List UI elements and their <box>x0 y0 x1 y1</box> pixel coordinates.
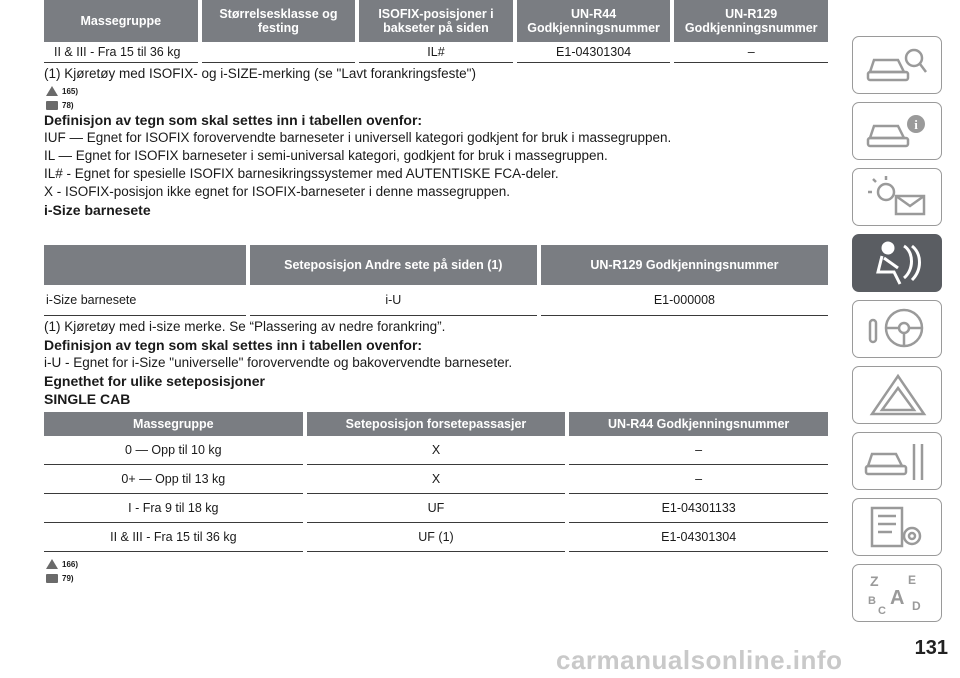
chapter-tab-warning-lights[interactable] <box>852 168 942 226</box>
header-seat-position: Seteposisjon Andre sete på siden (1) <box>250 245 537 285</box>
isize-heading: i-Size barnesete <box>44 202 151 218</box>
header-un-r129: UN-R129 Godkjenningsnummer <box>674 0 828 42</box>
seat-suitability-table <box>40 412 832 552</box>
cell-weight: 0+ — Opp til 13 kg <box>44 465 303 494</box>
chapter-sidebar <box>852 36 946 630</box>
chapter-tab-driving[interactable] <box>852 300 942 358</box>
svg-text:C: C <box>878 605 886 616</box>
cell-r44: E1-04301133 <box>569 494 828 523</box>
cell-seat-type: i-Size barnesete <box>44 285 246 316</box>
definition-line: i-U - Egnet for i-Size "universelle" forovervendte og bakovervendte barneseter. <box>44 355 513 370</box>
isofix-table <box>40 0 832 63</box>
cell-r44: E1-04301304 <box>517 42 671 63</box>
table-row <box>44 436 828 465</box>
book-icon <box>46 574 58 583</box>
cell-position: UF (1) <box>307 523 566 552</box>
svg-text:D: D <box>912 599 921 613</box>
warning-triangle-icon <box>46 559 58 569</box>
cell-weight: II & III - Fra 15 til 36 kg <box>44 42 198 63</box>
warning-ref[interactable]: 166) <box>46 558 828 570</box>
warning-ref[interactable]: 165) <box>46 85 828 97</box>
footnote-isize: (1) Kjøretøy med i-size merke. Se “Plassering av nedre forankring”. <box>44 319 446 334</box>
book-icon <box>46 101 58 110</box>
cell-position: IL# <box>359 42 513 63</box>
table-row <box>44 494 828 523</box>
cell-r129: E1-000008 <box>541 285 828 316</box>
header-isofix-positions: ISOFIX-posisjoner i bakseter på siden <box>359 0 513 42</box>
chapter-tab-index[interactable] <box>852 564 942 622</box>
table-row <box>44 285 828 316</box>
page-number: 131 <box>914 637 948 659</box>
cell-weight: II & III - Fra 15 til 36 kg <box>44 523 303 552</box>
cell-r44: – <box>569 436 828 465</box>
cell-position: UF <box>307 494 566 523</box>
header-size-class: Størrelsesklasse og festing <box>202 0 356 42</box>
cell-position: X <box>307 436 566 465</box>
chapter-tab-car-info[interactable] <box>852 102 942 160</box>
note-ref[interactable]: 79) <box>46 572 828 584</box>
checklist-gear-icon <box>864 504 930 550</box>
chapter-tab-maintenance[interactable] <box>852 432 942 490</box>
svg-text:B: B <box>868 595 876 607</box>
svg-text:A: A <box>890 587 905 609</box>
cell-position: X <box>307 465 566 494</box>
definition-line: IL — Egnet for ISOFIX barneseter i semi-universal kategori, godkjent for bruk i massegruppen. <box>44 148 608 163</box>
cell-position: i-U <box>250 285 537 316</box>
chapter-tab-car-search[interactable] <box>852 36 942 94</box>
table-row <box>44 42 828 63</box>
chapter-tab-emergency[interactable] <box>852 366 942 424</box>
cell-r44: – <box>569 465 828 494</box>
car-search-icon <box>864 42 930 88</box>
header-front-seat: Seteposisjon forsetepassasjer <box>307 412 566 436</box>
chapter-tab-technical-data[interactable] <box>852 498 942 556</box>
table-row <box>44 523 828 552</box>
header-massegruppe: Massegruppe <box>44 412 303 436</box>
isize-table <box>40 245 832 316</box>
note-ref[interactable]: 78) <box>46 99 828 111</box>
car-info-icon <box>864 108 930 154</box>
manual-page-content <box>44 0 828 584</box>
footnote-isofix: (1) Kjøretøy med ISOFIX- og i-SIZE-merking (se "Lavt forankringsfeste") <box>44 66 476 81</box>
header-blank <box>44 245 246 285</box>
definition-heading: Definisjon av tegn som skal settes inn i tabellen ovenfor: <box>44 337 423 353</box>
svg-text:E: E <box>908 573 917 587</box>
definition-heading: Definisjon av tegn som skal settes inn i tabellen ovenfor: <box>44 112 423 128</box>
cell-r44: E1-04301304 <box>569 523 828 552</box>
definition-line: IUF — Egnet for ISOFIX forovervendte barneseter i universell kategori godkjent for bruk i massegruppen. <box>44 130 672 145</box>
airbag-seat-icon <box>864 240 930 286</box>
header-massegruppe: Massegruppe <box>44 0 198 42</box>
cell-r129: – <box>674 42 828 63</box>
cell-weight: 0 — Opp til 10 kg <box>44 436 303 465</box>
suitability-heading: Egnethet for ulike seteposisjoner <box>44 373 265 389</box>
table-row <box>44 465 828 494</box>
index-letters-icon <box>864 570 930 616</box>
header-un-r44: UN-R44 Godkjenningsnummer <box>517 0 671 42</box>
cell-weight: I - Fra 9 til 18 kg <box>44 494 303 523</box>
steering-wheel-icon <box>864 306 930 352</box>
watermark: carmanualsonline.info <box>556 645 843 675</box>
warning-triangle-icon <box>46 86 58 96</box>
car-tools-icon <box>864 438 930 484</box>
warning-lights-icon <box>864 174 930 220</box>
definition-line: X - ISOFIX-posisjon ikke egnet for ISOFIX-barneseter i denne massegruppen. <box>44 184 510 199</box>
svg-text:i: i <box>914 117 918 132</box>
svg-text:Z: Z <box>870 573 879 589</box>
header-un-r129: UN-R129 Godkjenningsnummer <box>541 245 828 285</box>
definition-line: IL# - Egnet for spesielle ISOFIX barnesikringssystemer med AUTENTISKE FCA-deler. <box>44 166 559 181</box>
cab-heading: SINGLE CAB <box>44 391 131 407</box>
cell-size-class <box>202 42 356 63</box>
chapter-tab-safety[interactable] <box>852 234 942 292</box>
header-un-r44: UN-R44 Godkjenningsnummer <box>569 412 828 436</box>
warning-triangle-icon <box>864 372 930 418</box>
